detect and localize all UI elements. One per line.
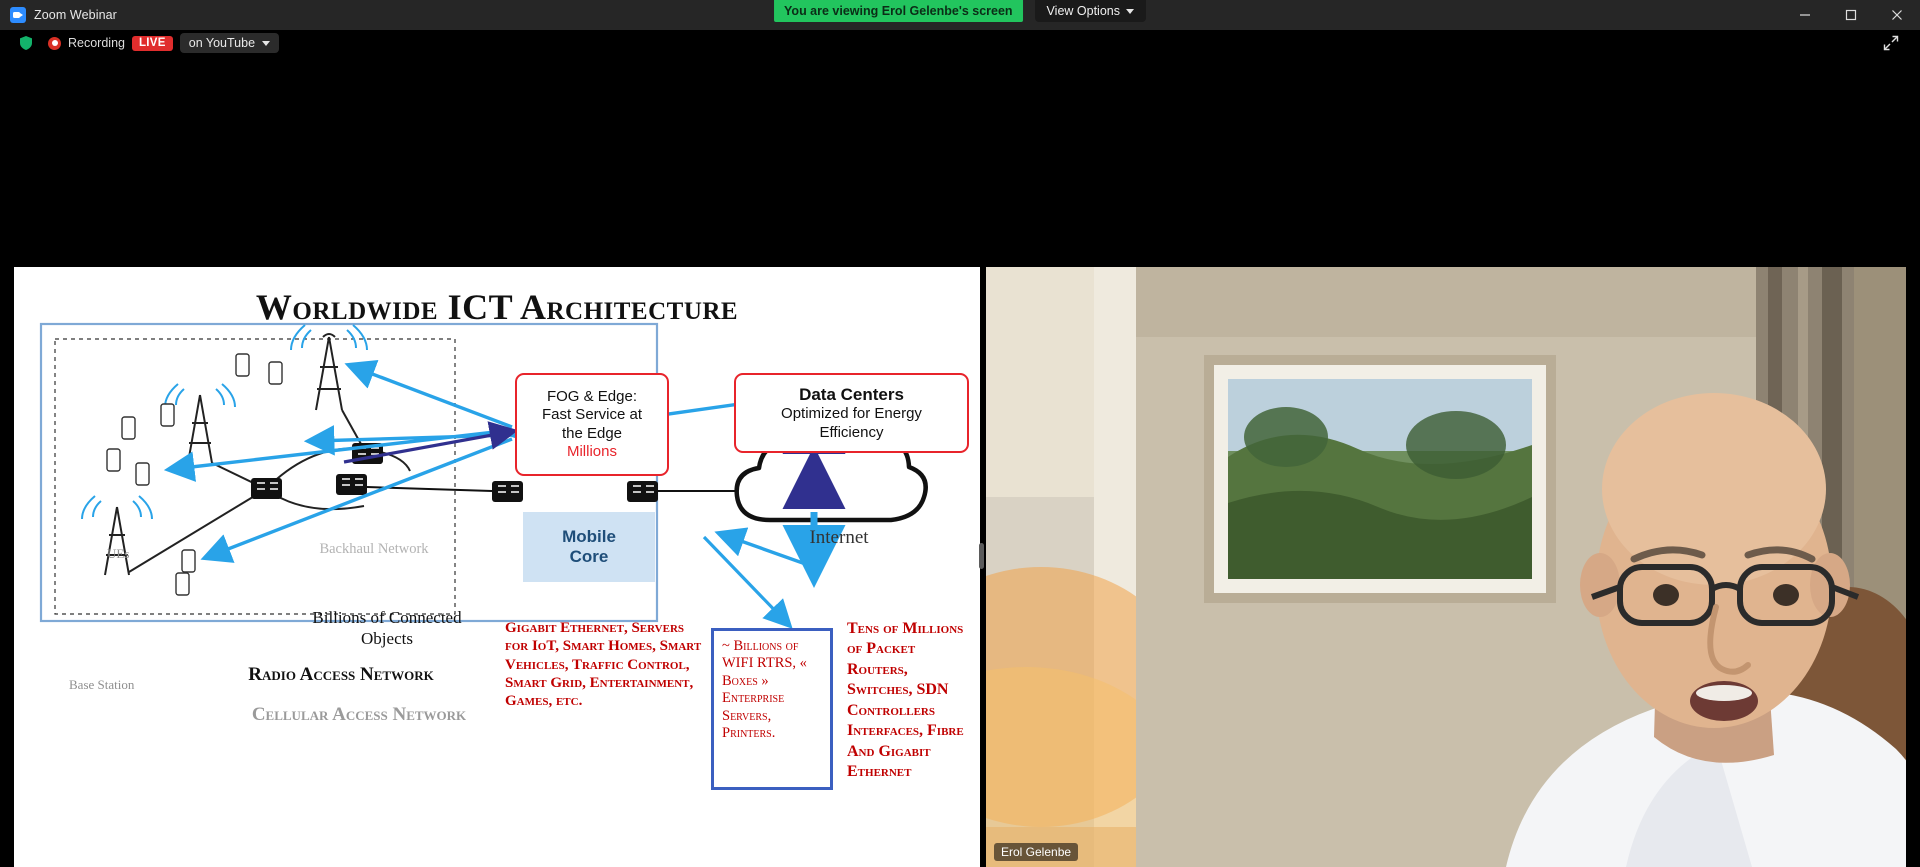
panel-resize-handle[interactable] bbox=[979, 543, 984, 569]
ict-architecture-diagram bbox=[14, 267, 980, 867]
view-options-label: View Options bbox=[1046, 4, 1120, 18]
window-controls bbox=[1782, 0, 1920, 30]
data-centers-subtitle-1: Optimized for Energy bbox=[781, 404, 922, 422]
backhaul-network-label: Backhaul Network bbox=[319, 541, 429, 557]
chevron-down-icon bbox=[1126, 9, 1134, 14]
diagram-vector-art bbox=[14, 267, 980, 867]
record-icon bbox=[48, 37, 61, 50]
recording-label: Recording bbox=[68, 36, 125, 50]
wifi-routers-box: ~ Billions of WIFI RTRS, « Boxes » Enterprise Servers, Printers. bbox=[711, 628, 833, 790]
fog-line-1: FOG & Edge: bbox=[546, 387, 638, 405]
view-options-button[interactable] bbox=[1035, 0, 1146, 22]
on-youtube-dropdown[interactable] bbox=[180, 33, 279, 53]
fog-edge-box bbox=[515, 373, 669, 476]
shield-icon[interactable] bbox=[18, 35, 34, 51]
live-badge: LIVE bbox=[132, 36, 173, 51]
mobile-core-box bbox=[523, 512, 655, 582]
slide-letterbox bbox=[14, 235, 980, 267]
internet-label: Internet bbox=[809, 527, 869, 548]
gigabit-services-label: Gigabit Ethernet, Servers for IoT, Smart Homes, Smart Vehicles, Traffic Control, Smart Grid, Entertainment, Games, etc. bbox=[505, 620, 702, 710]
app-title: Zoom Webinar bbox=[34, 8, 117, 22]
data-centers-title: Data Centers bbox=[799, 384, 904, 404]
data-centers-box bbox=[734, 373, 969, 453]
shared-slide[interactable] bbox=[14, 267, 980, 867]
participant-video-panel[interactable] bbox=[986, 267, 1906, 867]
fog-millions-label: Millions bbox=[566, 442, 617, 460]
connected-objects-line-1: Billions of Connected bbox=[312, 608, 462, 627]
base-station-label: Base Station bbox=[69, 677, 135, 692]
ues-label: UEs bbox=[107, 546, 130, 561]
participant-video-frame bbox=[986, 267, 1906, 867]
data-centers-subtitle-2: Efficiency bbox=[819, 423, 884, 441]
fog-line-2: Fast Service at bbox=[541, 406, 643, 424]
zoom-logo-icon bbox=[10, 7, 26, 23]
title-bar-left bbox=[0, 7, 420, 23]
maximize-button[interactable] bbox=[1828, 0, 1874, 30]
participant-name-tag: Erol Gelenbe bbox=[994, 843, 1078, 861]
window-title-bar bbox=[0, 0, 1920, 30]
radio-access-network-label: Radio Access Network bbox=[248, 664, 434, 685]
recording-toolbar bbox=[0, 30, 1920, 56]
expand-icon[interactable] bbox=[1882, 34, 1900, 52]
fog-line-3: the Edge bbox=[561, 424, 623, 442]
title-bar-center bbox=[774, 0, 1146, 22]
minimize-button[interactable] bbox=[1782, 0, 1828, 30]
recording-status[interactable] bbox=[48, 33, 279, 53]
mobile-core-line-1: Mobile bbox=[562, 527, 616, 547]
shared-screen-area bbox=[0, 56, 1920, 859]
chevron-down-icon bbox=[262, 41, 270, 46]
packet-routers-label: Tens of Millions of Packet Routers, Switches, SDN Controllers Interfaces, Fibre And Gigabit Ethernet bbox=[847, 620, 964, 781]
on-youtube-label: on YouTube bbox=[188, 36, 256, 50]
close-button[interactable] bbox=[1874, 0, 1920, 30]
connected-objects-label bbox=[287, 607, 487, 650]
connected-objects-line-2: Objects bbox=[361, 629, 413, 649]
viewing-screen-banner: You are viewing Erol Gelenbe's screen bbox=[774, 0, 1023, 22]
cellular-access-network-label: Cellular Access Network bbox=[251, 704, 467, 725]
mobile-core-line-2: Core bbox=[569, 547, 609, 566]
slide-title: Worldwide ICT Architecture bbox=[255, 287, 739, 327]
